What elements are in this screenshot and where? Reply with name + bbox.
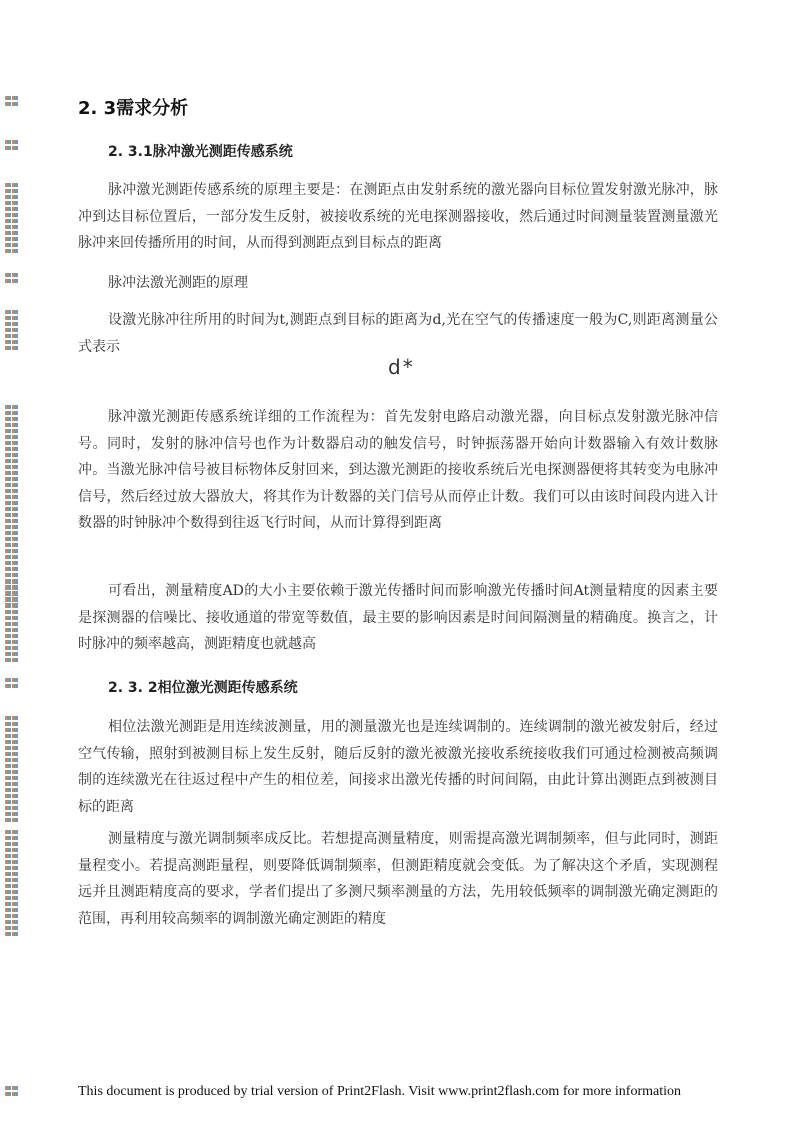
margin-mark [5,183,19,253]
margin-mark [5,1086,19,1096]
paragraph-principle: 脉冲激光测距传感系统的原理主要是：在测距点由发射系统的激光器向目标位置发射激光脉冲，脉冲到达目标位置后，一部分发生反射，被接收系统的光电探测器接收，然后通过时间测量装置测量激光脉冲来回传播所用的时间，从而得到测距点到目标点的距离 [78,182,718,251]
paragraph-frequency: 测量精度与激光调制频率成反比。若想提高测量精度，则需提高激光调制频率，但与此同时，测距量程变小。若提高测距量程，则要降低调制频率，但测距精度就会变低。为了解决这个矛盾，实现测程远并且测距精度高的要求，学者们提出了多测尺频率测量的方法，先用较低频率的调制激光确定测距的范围，再利用较高频率的调制激光确定测距的精度 [78,831,718,927]
margin-mark [5,310,19,350]
paragraph-workflow: 脉冲激光测距传感系统详细的工作流程为：首先发射电路启动激光器，向目标点发射激光脉冲信号。同时，发射的脉冲信号也作为计数器启动的触发信号，时钟振荡器开始向计数器输入有效计数脉冲。当激光脉冲信号被目标物体反射回来，到达激光测距的接收系统后光电探测器便将其转变为电脉冲信号，然后经过放大器放大，将其作为计数器的关门信号从而停止计数。我们可以由该时间段内进入计数器的时钟脉冲个数得到往返飞行时间，从而计算得到距离 [78,409,718,531]
trial-footer: This document is produced by trial version of Print2Flash. Visit www.print2flash.com for more information [78,1084,682,1099]
paragraph-phase-method: 相位法激光测距是用连续波测量，用的测量激光也是连续调制的。连续调制的激光被发射后，经过空气传输，照射到被测目标上发生反射，随后反射的激光被激光接收系统接收我们可通过检测被高频调制的连续激光在往返过程中产生的相位差，间接求出激光传播的时间间隔，由此计算出测距点到被测目标的距离 [78,719,718,815]
margin-mark [5,405,19,607]
margin-mark [5,580,19,662]
paragraph-pulse-method: 脉冲法激光测距的原理 [108,275,248,291]
paragraph-precision: 可看出，测量精度AD的大小主要依赖于激光传播时间而影响激光传播时间At测量精度的因素主要是探测器的信噪比、接收通道的带宽等数值，最主要的影响因素是时间间隔测量的精确度。换言之，计时脉冲的频率越高，测距精度也就越高 [78,583,718,652]
paragraph-formula-intro: 设激光脉冲往所用的时间为t,测距点到目标的距离为d,光在空气的传播速度一般为C,则距离测量公式表示 [78,312,718,355]
margin-mark [5,96,19,106]
margin-mark [5,678,19,688]
distance-formula: d* [388,355,415,379]
margin-mark [5,716,19,822]
margin-mark [5,830,19,936]
margin-mark [5,140,19,150]
subsection-heading-pulse: 2. 3.1脉冲激光测距传感系统 [108,144,293,160]
section-title: 2. 3需求分析 [78,98,189,119]
subsection-heading-phase: 2. 3. 2相位激光测距传感系统 [108,680,298,696]
margin-mark [5,273,19,283]
